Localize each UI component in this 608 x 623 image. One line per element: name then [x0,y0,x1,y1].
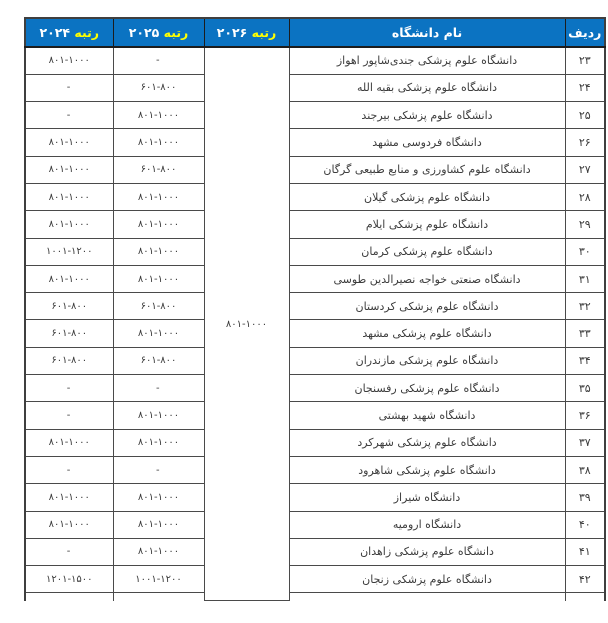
university-name-cell: دانشگاه شهید بهشتی [289,402,565,429]
header-rank-2025 [113,18,204,47]
rank-2024-cell: ۸۰۱-۱۰۰۰ [25,47,113,74]
table-row [25,129,605,156]
row-number-cell: ۳۱ [565,265,605,292]
university-name-cell: دانشگاه ارومیه [289,511,565,538]
rank-2025-cell: ۸۰۱-۱۰۰۰ [113,265,204,292]
rank-2025-cell: ۶۰۱-۸۰۰ [113,74,204,101]
university-name-cell: دانشگاه علوم کشاورزی و منابع طبیعی گرگان [289,156,565,183]
header-rank-2026 [204,18,289,47]
row-number-cell: ۳۲ [565,293,605,320]
header-rank-2025-word: رتبه [163,25,189,40]
rank-2025-cell: ۸۰۱-۱۰۰۰ [113,484,204,511]
rank-2024-cell: ۶۰۱-۸۰۰ [25,320,113,347]
row-number-cell: ۳۶ [565,402,605,429]
table-row [25,429,605,456]
table-row [25,511,605,538]
rank-2024-cell: - [25,402,113,429]
rank-2025-cell: ۸۰۱-۱۰۰۰ [113,211,204,238]
row-number-cell: ۲۷ [565,156,605,183]
rank-2025-cell: ۸۰۱-۱۰۰۰ [113,429,204,456]
table-row [25,238,605,265]
rank-2025-cell: ۱۰۰۱-۱۲۰۰ [113,566,204,593]
rank-2024-cell: ۶۰۱-۸۰۰ [25,293,113,320]
rank-2024-cell: ۱۰۰۱-۱۲۰۰ [25,238,113,265]
header-radif [565,18,605,47]
rank-2024-cell [25,593,113,601]
rank-2025-cell: ۸۰۱-۱۰۰۰ [113,183,204,210]
rank-2024-cell: ۸۰۱-۱۰۰۰ [25,156,113,183]
row-number-cell: ۲۶ [565,129,605,156]
table-row [25,102,605,129]
header-rank-2026-word: رتبه [251,25,277,40]
row-number-cell [565,593,605,601]
partial-clipped-row [25,593,605,601]
table-row [25,320,605,347]
header-row [25,18,605,47]
rank-2025-cell: ۸۰۱-۱۰۰۰ [113,402,204,429]
rank-2025-cell: ۸۰۱-۱۰۰۰ [113,129,204,156]
university-name-cell: دانشگاه علوم پزشکی شهرکرد [289,429,565,456]
row-number-cell: ۴۱ [565,538,605,565]
table-row [25,156,605,183]
header-radif-label: ردیف [568,25,602,40]
rank-2024-cell: ۸۰۱-۱۰۰۰ [25,265,113,292]
rank-2024-cell: - [25,74,113,101]
rank-2025-cell: - [113,375,204,402]
table-row [25,183,605,210]
table-row [25,74,605,101]
rank-2025-cell: - [113,47,204,74]
rank-2025-cell [113,593,204,601]
table-row [25,211,605,238]
university-name-cell: دانشگاه علوم پزشکی جندی‌شاپور اهواز [289,47,565,74]
university-name-cell: دانشگاه علوم پزشکی مشهد [289,320,565,347]
row-number-cell: ۳۹ [565,484,605,511]
row-number-cell: ۴۰ [565,511,605,538]
header-university-name-label: نام دانشگاه [391,25,463,40]
row-number-cell: ۲۴ [565,74,605,101]
rank-2024-cell: ۸۰۱-۱۰۰۰ [25,129,113,156]
rank-2025-cell: ۸۰۱-۱۰۰۰ [113,511,204,538]
rank-2025-cell: ۸۰۱-۱۰۰۰ [113,538,204,565]
university-name-cell: دانشگاه علوم پزشکی رفسنجان [289,375,565,402]
table-row [25,538,605,565]
rank-2024-cell: - [25,538,113,565]
rank-2025-cell: ۸۰۱-۱۰۰۰ [113,102,204,129]
rank-2024-cell: ۸۰۱-۱۰۰۰ [25,511,113,538]
university-name-cell: دانشگاه صنعتی خواجه نصیرالدین طوسی [289,265,565,292]
table-row [25,347,605,374]
rank-2025-cell: ۸۰۱-۱۰۰۰ [113,320,204,347]
row-number-cell: ۲۹ [565,211,605,238]
university-name-cell [289,593,565,601]
university-name-cell: دانشگاه علوم پزشکی زنجان [289,566,565,593]
university-name-cell: دانشگاه فردوسی مشهد [289,129,565,156]
row-number-cell: ۳۳ [565,320,605,347]
row-number-cell: ۳۰ [565,238,605,265]
header-rank-2025-year: ۲۰۲۵ [128,25,160,40]
table-row [25,293,605,320]
rank-2024-cell: ۸۰۱-۱۰۰۰ [25,484,113,511]
table-row [25,484,605,511]
rank-2026-merged-cell: ۸۰۱-۱۰۰۰ [204,47,289,601]
table-row [25,402,605,429]
university-name-cell: دانشگاه علوم پزشکی کردستان [289,293,565,320]
header-rank-2024-word: رتبه [74,25,99,40]
rank-2024-cell: ۶۰۱-۸۰۰ [25,347,113,374]
university-name-cell: دانشگاه علوم پزشکی زاهدان [289,538,565,565]
row-number-cell: ۳۴ [565,347,605,374]
rank-2025-cell: ۸۰۱-۱۰۰۰ [113,238,204,265]
rank-2025-cell: - [113,456,204,483]
table-row [25,456,605,483]
university-name-cell: دانشگاه علوم پزشکی مازندران [289,347,565,374]
university-name-cell: دانشگاه علوم پزشکی ایلام [289,211,565,238]
row-number-cell: ۲۸ [565,183,605,210]
university-name-cell: دانشگاه شیراز [289,484,565,511]
rank-2024-cell: ۱۲۰۱-۱۵۰۰ [25,566,113,593]
rank-2024-cell: ۸۰۱-۱۰۰۰ [25,183,113,210]
table-row [25,375,605,402]
row-number-cell: ۲۵ [565,102,605,129]
rank-2024-cell: - [25,375,113,402]
table-row [25,566,605,593]
table-row [25,47,605,74]
header-rank-2024-year: ۲۰۲۴ [39,25,71,40]
row-number-cell: ۳۷ [565,429,605,456]
university-name-cell: دانشگاه علوم پزشکی بقیه الله [289,74,565,101]
table-row [25,265,605,292]
university-name-cell: دانشگاه علوم پزشکی شاهرود [289,456,565,483]
university-rankings-table [24,17,606,601]
university-name-cell: دانشگاه علوم پزشکی گیلان [289,183,565,210]
university-name-cell: دانشگاه علوم پزشکی کرمان [289,238,565,265]
header-rank-2026-year: ۲۰۲۶ [216,25,248,40]
rank-2024-cell: - [25,102,113,129]
row-number-cell: ۳۸ [565,456,605,483]
rank-2024-cell: - [25,456,113,483]
row-number-cell: ۲۳ [565,47,605,74]
row-number-cell: ۳۵ [565,375,605,402]
header-university-name [289,18,565,47]
rank-2024-cell: ۸۰۱-۱۰۰۰ [25,211,113,238]
rank-2025-cell: ۶۰۱-۸۰۰ [113,156,204,183]
rank-2025-cell: ۶۰۱-۸۰۰ [113,347,204,374]
header-rank-2024 [25,18,113,47]
rank-2025-cell: ۶۰۱-۸۰۰ [113,293,204,320]
row-number-cell: ۴۲ [565,566,605,593]
university-name-cell: دانشگاه علوم پزشکی بیرجند [289,102,565,129]
rank-2024-cell: ۸۰۱-۱۰۰۰ [25,429,113,456]
